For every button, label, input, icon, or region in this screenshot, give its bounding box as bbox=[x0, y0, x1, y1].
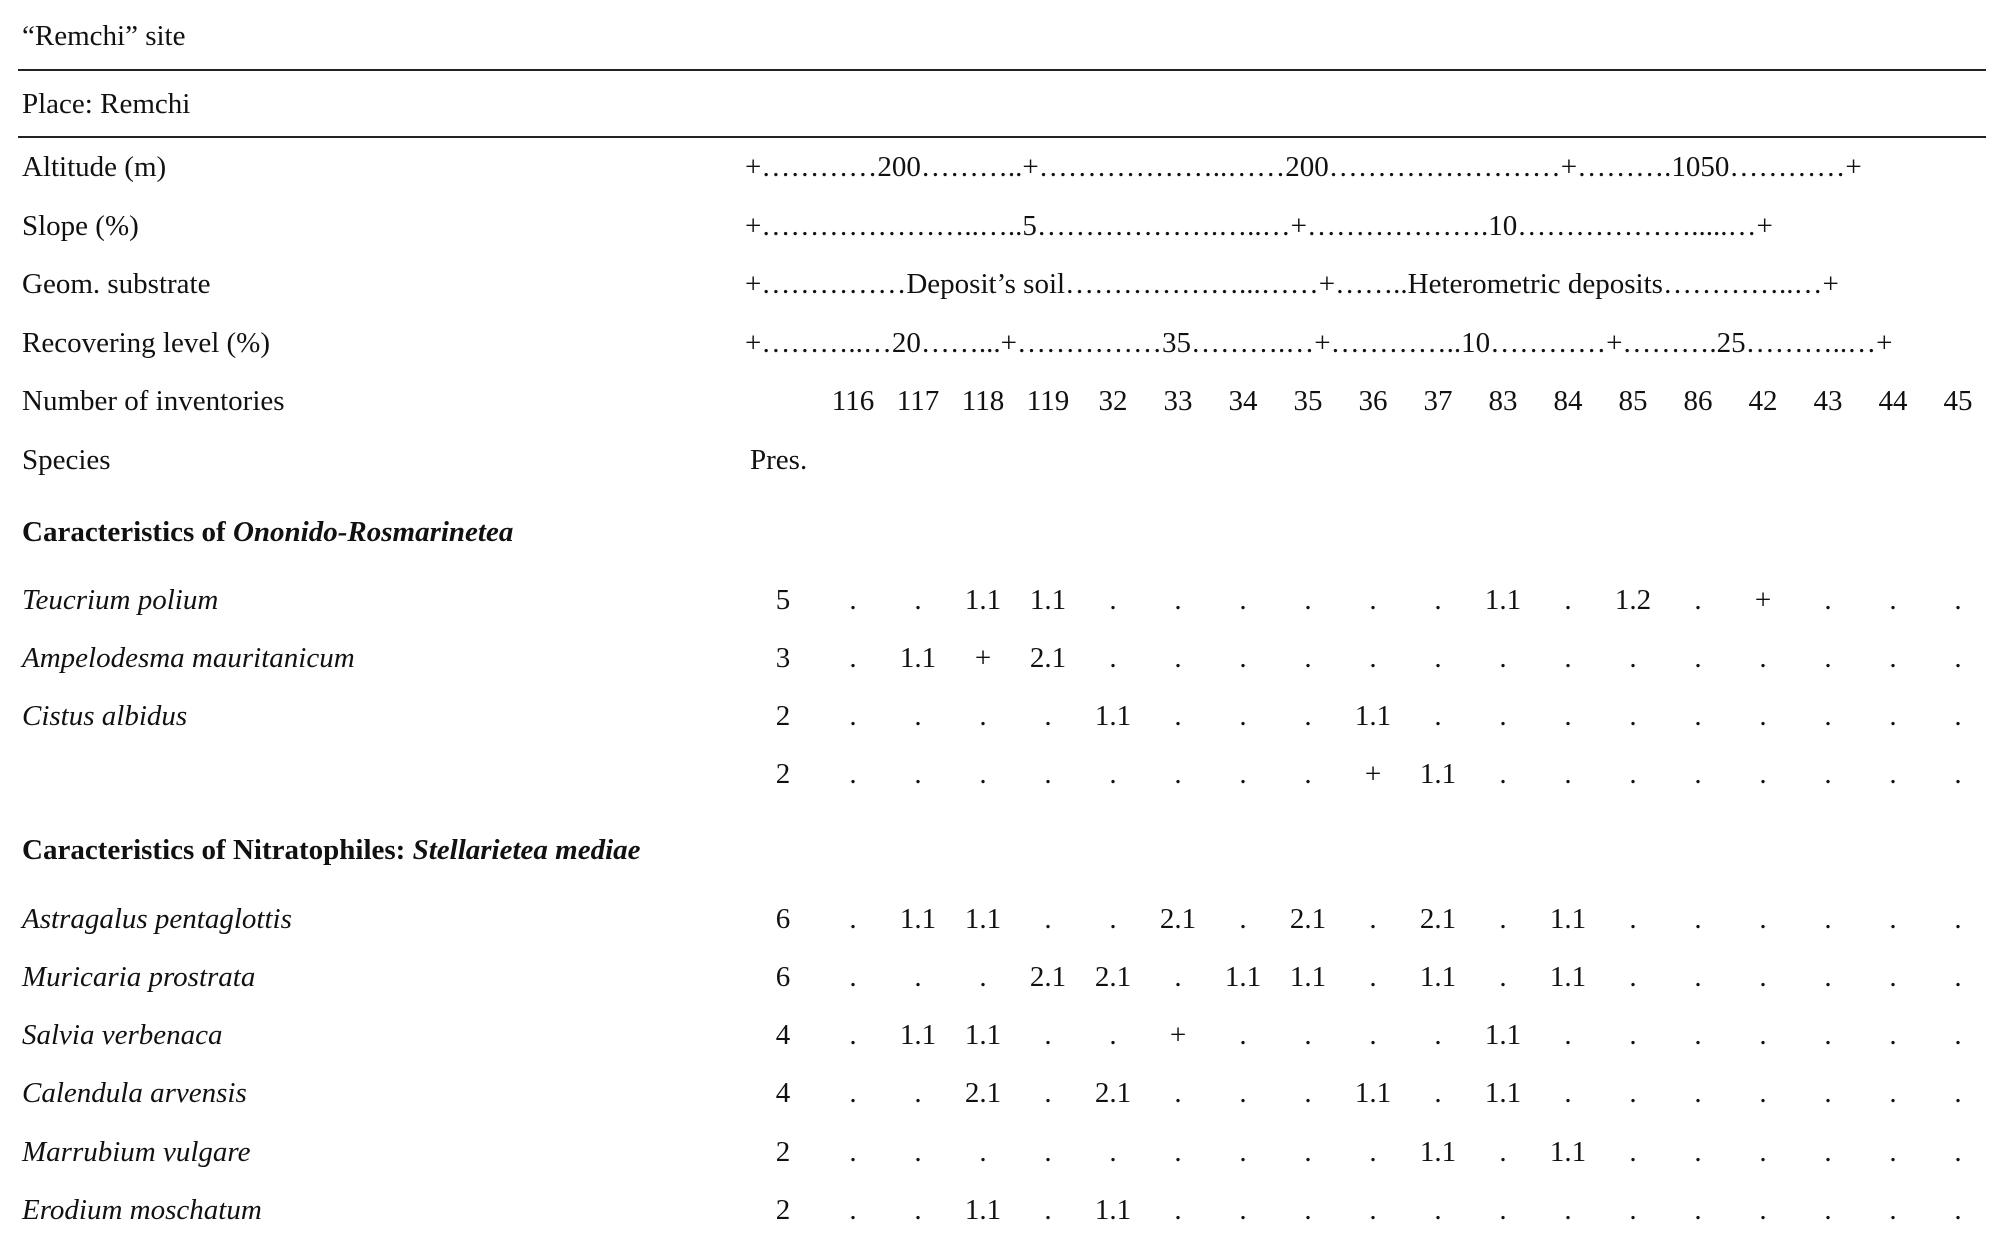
cover-cell: 1.1 bbox=[1419, 1136, 1457, 1168]
cover-cell: . bbox=[1174, 1194, 1182, 1226]
cover-cell: 1.1 bbox=[1419, 961, 1457, 993]
cover-cell: . bbox=[1109, 642, 1117, 674]
inventory-number: 34 bbox=[1228, 385, 1258, 417]
slope-line: +…………………..…..5……………….…..…+……………….10……………….....…+ bbox=[745, 210, 1773, 242]
cover-cell: . bbox=[1174, 700, 1182, 732]
group-heading-taxon: Stellarietea mediae bbox=[412, 834, 641, 866]
cover-cell: . bbox=[1759, 1077, 1767, 1109]
cover-cell: . bbox=[1239, 700, 1247, 732]
cover-cell: . bbox=[1174, 758, 1182, 790]
species-name: Cistus albidus bbox=[22, 700, 188, 732]
cover-cell: . bbox=[1954, 1194, 1962, 1226]
cover-cell: . bbox=[1174, 584, 1182, 616]
presence-value: 6 bbox=[775, 903, 791, 935]
cover-cell: 1.1 bbox=[899, 1019, 937, 1051]
group-heading-nitratophiles bbox=[22, 836, 641, 865]
cover-cell: 1.1 bbox=[899, 903, 937, 935]
recovering-line: +………..…20……...+……………35……….…+…………..10…………+……….25………..…+ bbox=[745, 327, 1893, 359]
altitude-line: +…………200………..+………………..……200……………………+……….1050…………+ bbox=[745, 151, 1862, 183]
cover-cell: . bbox=[1954, 700, 1962, 732]
cover-cell: . bbox=[1889, 584, 1897, 616]
cover-cell: . bbox=[914, 584, 922, 616]
presence-value: 3 bbox=[775, 642, 791, 674]
cover-cell: . bbox=[979, 758, 987, 790]
cover-cell: . bbox=[1239, 1019, 1247, 1051]
cover-cell: 1.1 bbox=[964, 903, 1002, 935]
cover-cell: . bbox=[1759, 1194, 1767, 1226]
species-label: Species bbox=[22, 444, 111, 476]
top-rule bbox=[18, 69, 1986, 71]
cover-cell: . bbox=[1434, 1194, 1442, 1226]
species-row bbox=[0, 702, 2002, 734]
cover-cell: . bbox=[1759, 700, 1767, 732]
inventory-number: 42 bbox=[1748, 385, 1778, 417]
species-row bbox=[0, 1196, 2002, 1228]
inventory-number: 37 bbox=[1423, 385, 1453, 417]
inventory-number: 83 bbox=[1488, 385, 1518, 417]
species-row bbox=[0, 963, 2002, 995]
cover-cell: 1.1 bbox=[1484, 584, 1522, 616]
cover-cell: . bbox=[849, 700, 857, 732]
presence-value: 2 bbox=[775, 758, 791, 790]
cover-cell: 2.1 bbox=[964, 1077, 1002, 1109]
cover-cell: . bbox=[1824, 1194, 1832, 1226]
cover-cell: . bbox=[1759, 1136, 1767, 1168]
cover-cell: . bbox=[1889, 1019, 1897, 1051]
cover-cell: . bbox=[914, 758, 922, 790]
cover-cell: . bbox=[849, 1019, 857, 1051]
altitude-label: Altitude (m) bbox=[22, 151, 167, 183]
species-row bbox=[0, 760, 2002, 792]
cover-cell: . bbox=[1759, 1019, 1767, 1051]
cover-cell: . bbox=[1694, 961, 1702, 993]
inventory-number: 118 bbox=[961, 385, 1005, 417]
species-row bbox=[0, 1021, 2002, 1053]
cover-cell: + bbox=[1364, 758, 1382, 790]
cover-cell: . bbox=[1174, 1077, 1182, 1109]
species-row bbox=[0, 1079, 2002, 1111]
cover-cell: . bbox=[1434, 1019, 1442, 1051]
cover-cell: . bbox=[1694, 700, 1702, 732]
cover-cell: . bbox=[1369, 1136, 1377, 1168]
inventory-number: 119 bbox=[1026, 385, 1070, 417]
cover-cell: . bbox=[849, 1077, 857, 1109]
cover-cell: 2.1 bbox=[1289, 903, 1327, 935]
inventory-number: 32 bbox=[1098, 385, 1128, 417]
cover-cell: . bbox=[1304, 642, 1312, 674]
cover-cell: 1.1 bbox=[1094, 1194, 1132, 1226]
cover-cell: . bbox=[1629, 903, 1637, 935]
cover-cell: 2.1 bbox=[1094, 1077, 1132, 1109]
cover-cell: . bbox=[1694, 903, 1702, 935]
cover-cell: 1.1 bbox=[1289, 961, 1327, 993]
recovering-label: Recovering level (%) bbox=[22, 327, 271, 359]
header-rule bbox=[18, 136, 1986, 138]
species-name: Muricaria prostrata bbox=[22, 961, 256, 993]
inventory-number: 84 bbox=[1553, 385, 1583, 417]
inventory-number: 45 bbox=[1943, 385, 1973, 417]
species-name: Teucrium polium bbox=[22, 584, 219, 616]
inventory-number: 33 bbox=[1163, 385, 1193, 417]
presence-value: 2 bbox=[775, 700, 791, 732]
group-heading-prefix: Caracteristics of Nitratophiles: bbox=[22, 834, 413, 866]
cover-cell: . bbox=[1239, 1136, 1247, 1168]
cover-cell: . bbox=[1954, 758, 1962, 790]
cover-cell: 1.1 bbox=[964, 584, 1002, 616]
cover-cell: . bbox=[1694, 1194, 1702, 1226]
cover-cell: . bbox=[849, 903, 857, 935]
cover-cell: . bbox=[1954, 1136, 1962, 1168]
inventory-number: 44 bbox=[1878, 385, 1908, 417]
presence-value: 4 bbox=[775, 1019, 791, 1051]
cover-cell: . bbox=[1889, 700, 1897, 732]
cover-cell: 1.1 bbox=[964, 1019, 1002, 1051]
cover-cell: . bbox=[849, 1194, 857, 1226]
species-row bbox=[0, 644, 2002, 676]
place-label: Place: Remchi bbox=[22, 88, 191, 120]
cover-cell: . bbox=[1564, 584, 1572, 616]
cover-cell: . bbox=[1499, 642, 1507, 674]
cover-cell: . bbox=[1824, 584, 1832, 616]
cover-cell: . bbox=[1304, 758, 1312, 790]
cover-cell: 1.1 bbox=[1484, 1019, 1522, 1051]
cover-cell: . bbox=[914, 1077, 922, 1109]
cover-cell: . bbox=[1239, 903, 1247, 935]
inventory-number: 36 bbox=[1358, 385, 1388, 417]
inventory-number: 85 bbox=[1618, 385, 1648, 417]
cover-cell: . bbox=[1434, 1077, 1442, 1109]
pres-label: Pres. bbox=[750, 444, 808, 476]
inventories-label: Number of inventories bbox=[22, 385, 285, 417]
cover-cell: . bbox=[914, 1136, 922, 1168]
cover-cell: . bbox=[849, 758, 857, 790]
cover-cell: . bbox=[1304, 1194, 1312, 1226]
cover-cell: . bbox=[1629, 642, 1637, 674]
cover-cell: . bbox=[1629, 1019, 1637, 1051]
inventory-number: 117 bbox=[896, 385, 940, 417]
cover-cell: . bbox=[979, 700, 987, 732]
cover-cell: . bbox=[1564, 758, 1572, 790]
cover-cell: . bbox=[1044, 700, 1052, 732]
cover-cell: . bbox=[914, 1194, 922, 1226]
presence-value: 4 bbox=[775, 1077, 791, 1109]
cover-cell: . bbox=[1239, 1194, 1247, 1226]
presence-value: 2 bbox=[775, 1194, 791, 1226]
cover-cell: . bbox=[1629, 1194, 1637, 1226]
cover-cell: . bbox=[1109, 758, 1117, 790]
cover-cell: . bbox=[1889, 758, 1897, 790]
cover-cell: . bbox=[1824, 758, 1832, 790]
cover-cell: 1.1 bbox=[1549, 1136, 1587, 1168]
cover-cell: 1.1 bbox=[1224, 961, 1262, 993]
cover-cell: 2.1 bbox=[1419, 903, 1457, 935]
cover-cell: . bbox=[1434, 584, 1442, 616]
cover-cell: . bbox=[1304, 584, 1312, 616]
cover-cell: 1.1 bbox=[1354, 1077, 1392, 1109]
cover-cell: . bbox=[1564, 1077, 1572, 1109]
species-row bbox=[0, 905, 2002, 937]
cover-cell: . bbox=[849, 642, 857, 674]
cover-cell: . bbox=[1824, 903, 1832, 935]
substrate-line: +……………Deposit’s soil………………...……+……..Heterometric deposits…………..…+ bbox=[745, 268, 1839, 300]
cover-cell: . bbox=[1499, 961, 1507, 993]
cover-cell: 2.1 bbox=[1029, 642, 1067, 674]
cover-cell: . bbox=[1304, 1077, 1312, 1109]
group-heading-taxon: Ononido-Rosmarinetea bbox=[232, 516, 514, 548]
cover-cell: . bbox=[1889, 1077, 1897, 1109]
cover-cell: . bbox=[1694, 1077, 1702, 1109]
cover-cell: . bbox=[1174, 642, 1182, 674]
cover-cell: . bbox=[1239, 642, 1247, 674]
cover-cell: . bbox=[1304, 1136, 1312, 1168]
cover-cell: . bbox=[1889, 642, 1897, 674]
cover-cell: . bbox=[1629, 700, 1637, 732]
slope-label: Slope (%) bbox=[22, 210, 139, 242]
cover-cell: . bbox=[1369, 903, 1377, 935]
species-name: Marrubium vulgare bbox=[22, 1136, 251, 1168]
inventory-number: 43 bbox=[1813, 385, 1843, 417]
cover-cell: + bbox=[974, 642, 992, 674]
species-name: Ampelodesma mauritanicum bbox=[22, 642, 355, 674]
cover-cell: . bbox=[1889, 1194, 1897, 1226]
cover-cell: . bbox=[1044, 903, 1052, 935]
cover-cell: . bbox=[849, 1136, 857, 1168]
cover-cell: 1.1 bbox=[1094, 700, 1132, 732]
species-name: Salvia verbenaca bbox=[22, 1019, 223, 1051]
species-name: Calendula arvensis bbox=[22, 1077, 247, 1109]
cover-cell: . bbox=[1694, 642, 1702, 674]
cover-cell: + bbox=[1169, 1019, 1187, 1051]
cover-cell: . bbox=[1694, 1019, 1702, 1051]
inventory-number: 116 bbox=[831, 385, 875, 417]
cover-cell: 1.1 bbox=[1484, 1077, 1522, 1109]
cover-cell: . bbox=[1954, 1077, 1962, 1109]
cover-cell: 2.1 bbox=[1029, 961, 1067, 993]
cover-cell: . bbox=[1499, 758, 1507, 790]
substrate-label: Geom. substrate bbox=[22, 268, 211, 300]
cover-cell: 1.1 bbox=[1419, 758, 1457, 790]
cover-cell: . bbox=[1369, 1019, 1377, 1051]
cover-cell: . bbox=[1174, 961, 1182, 993]
presence-value: 2 bbox=[775, 1136, 791, 1168]
cover-cell: . bbox=[1824, 642, 1832, 674]
group-heading-prefix: Caracteristics of bbox=[22, 516, 233, 548]
cover-cell: . bbox=[1499, 903, 1507, 935]
cover-cell: . bbox=[914, 700, 922, 732]
cover-cell: . bbox=[1824, 1136, 1832, 1168]
cover-cell: 1.1 bbox=[1549, 961, 1587, 993]
cover-cell: . bbox=[1109, 1019, 1117, 1051]
cover-cell: . bbox=[1629, 961, 1637, 993]
cover-cell: . bbox=[1564, 1194, 1572, 1226]
cover-cell: . bbox=[1824, 1077, 1832, 1109]
presence-value: 6 bbox=[775, 961, 791, 993]
cover-cell: . bbox=[1954, 584, 1962, 616]
cover-cell: . bbox=[1109, 584, 1117, 616]
cover-cell: . bbox=[1434, 642, 1442, 674]
cover-cell: . bbox=[1564, 700, 1572, 732]
cover-cell: . bbox=[1434, 700, 1442, 732]
cover-cell: . bbox=[1629, 1077, 1637, 1109]
cover-cell: . bbox=[849, 961, 857, 993]
cover-cell: . bbox=[849, 584, 857, 616]
inventory-number: 35 bbox=[1293, 385, 1323, 417]
inventories-row bbox=[0, 387, 2002, 419]
cover-cell: + bbox=[1754, 584, 1772, 616]
species-name: Erodium moschatum bbox=[22, 1194, 262, 1226]
cover-cell: . bbox=[979, 1136, 987, 1168]
presence-value: 5 bbox=[775, 584, 791, 616]
cover-cell: . bbox=[1954, 961, 1962, 993]
cover-cell: . bbox=[1889, 903, 1897, 935]
cover-cell: . bbox=[1954, 642, 1962, 674]
cover-cell: . bbox=[1824, 961, 1832, 993]
cover-cell: . bbox=[1044, 758, 1052, 790]
inventory-number: 86 bbox=[1683, 385, 1713, 417]
cover-cell: . bbox=[1109, 1136, 1117, 1168]
cover-cell: . bbox=[1044, 1194, 1052, 1226]
cover-cell: . bbox=[1369, 584, 1377, 616]
cover-cell: . bbox=[1694, 758, 1702, 790]
cover-cell: . bbox=[914, 961, 922, 993]
cover-cell: . bbox=[1044, 1077, 1052, 1109]
cover-cell: . bbox=[1304, 700, 1312, 732]
cover-cell: . bbox=[1239, 758, 1247, 790]
cover-cell: . bbox=[1694, 1136, 1702, 1168]
cover-cell: . bbox=[1369, 1194, 1377, 1226]
cover-cell: . bbox=[1499, 700, 1507, 732]
cover-cell: 1.1 bbox=[899, 642, 937, 674]
cover-cell: . bbox=[1564, 1019, 1572, 1051]
cover-cell: . bbox=[1694, 584, 1702, 616]
cover-cell: . bbox=[1889, 1136, 1897, 1168]
cover-cell: . bbox=[1044, 1136, 1052, 1168]
cover-cell: . bbox=[1824, 1019, 1832, 1051]
cover-cell: . bbox=[1954, 1019, 1962, 1051]
cover-cell: 2.1 bbox=[1094, 961, 1132, 993]
cover-cell: . bbox=[1759, 903, 1767, 935]
cover-cell: 1.2 bbox=[1614, 584, 1652, 616]
cover-cell: . bbox=[1499, 1194, 1507, 1226]
cover-cell: . bbox=[1174, 1136, 1182, 1168]
cover-cell: . bbox=[1759, 642, 1767, 674]
cover-cell: . bbox=[1239, 584, 1247, 616]
cover-cell: 1.1 bbox=[1549, 903, 1587, 935]
species-row bbox=[0, 1138, 2002, 1170]
cover-cell: . bbox=[1044, 1019, 1052, 1051]
cover-cell: . bbox=[1824, 700, 1832, 732]
species-name: Astragalus pentaglottis bbox=[22, 903, 292, 935]
cover-cell: . bbox=[1369, 961, 1377, 993]
cover-cell: . bbox=[1499, 1136, 1507, 1168]
cover-cell: . bbox=[1759, 758, 1767, 790]
cover-cell: 2.1 bbox=[1159, 903, 1197, 935]
cover-cell: . bbox=[1629, 1136, 1637, 1168]
cover-cell: . bbox=[1369, 642, 1377, 674]
cover-cell: . bbox=[1954, 903, 1962, 935]
cover-cell: . bbox=[1564, 642, 1572, 674]
cover-cell: . bbox=[1759, 961, 1767, 993]
group-heading-ononido bbox=[22, 518, 513, 547]
cover-cell: . bbox=[1109, 903, 1117, 935]
cover-cell: . bbox=[979, 961, 987, 993]
cover-cell: . bbox=[1304, 1019, 1312, 1051]
cover-cell: . bbox=[1889, 961, 1897, 993]
cover-cell: 1.1 bbox=[964, 1194, 1002, 1226]
cover-cell: 1.1 bbox=[1029, 584, 1067, 616]
cover-cell: . bbox=[1629, 758, 1637, 790]
table-title: “Remchi” site bbox=[22, 20, 186, 52]
cover-cell: . bbox=[1239, 1077, 1247, 1109]
species-row bbox=[0, 586, 2002, 618]
cover-cell: 1.1 bbox=[1354, 700, 1392, 732]
